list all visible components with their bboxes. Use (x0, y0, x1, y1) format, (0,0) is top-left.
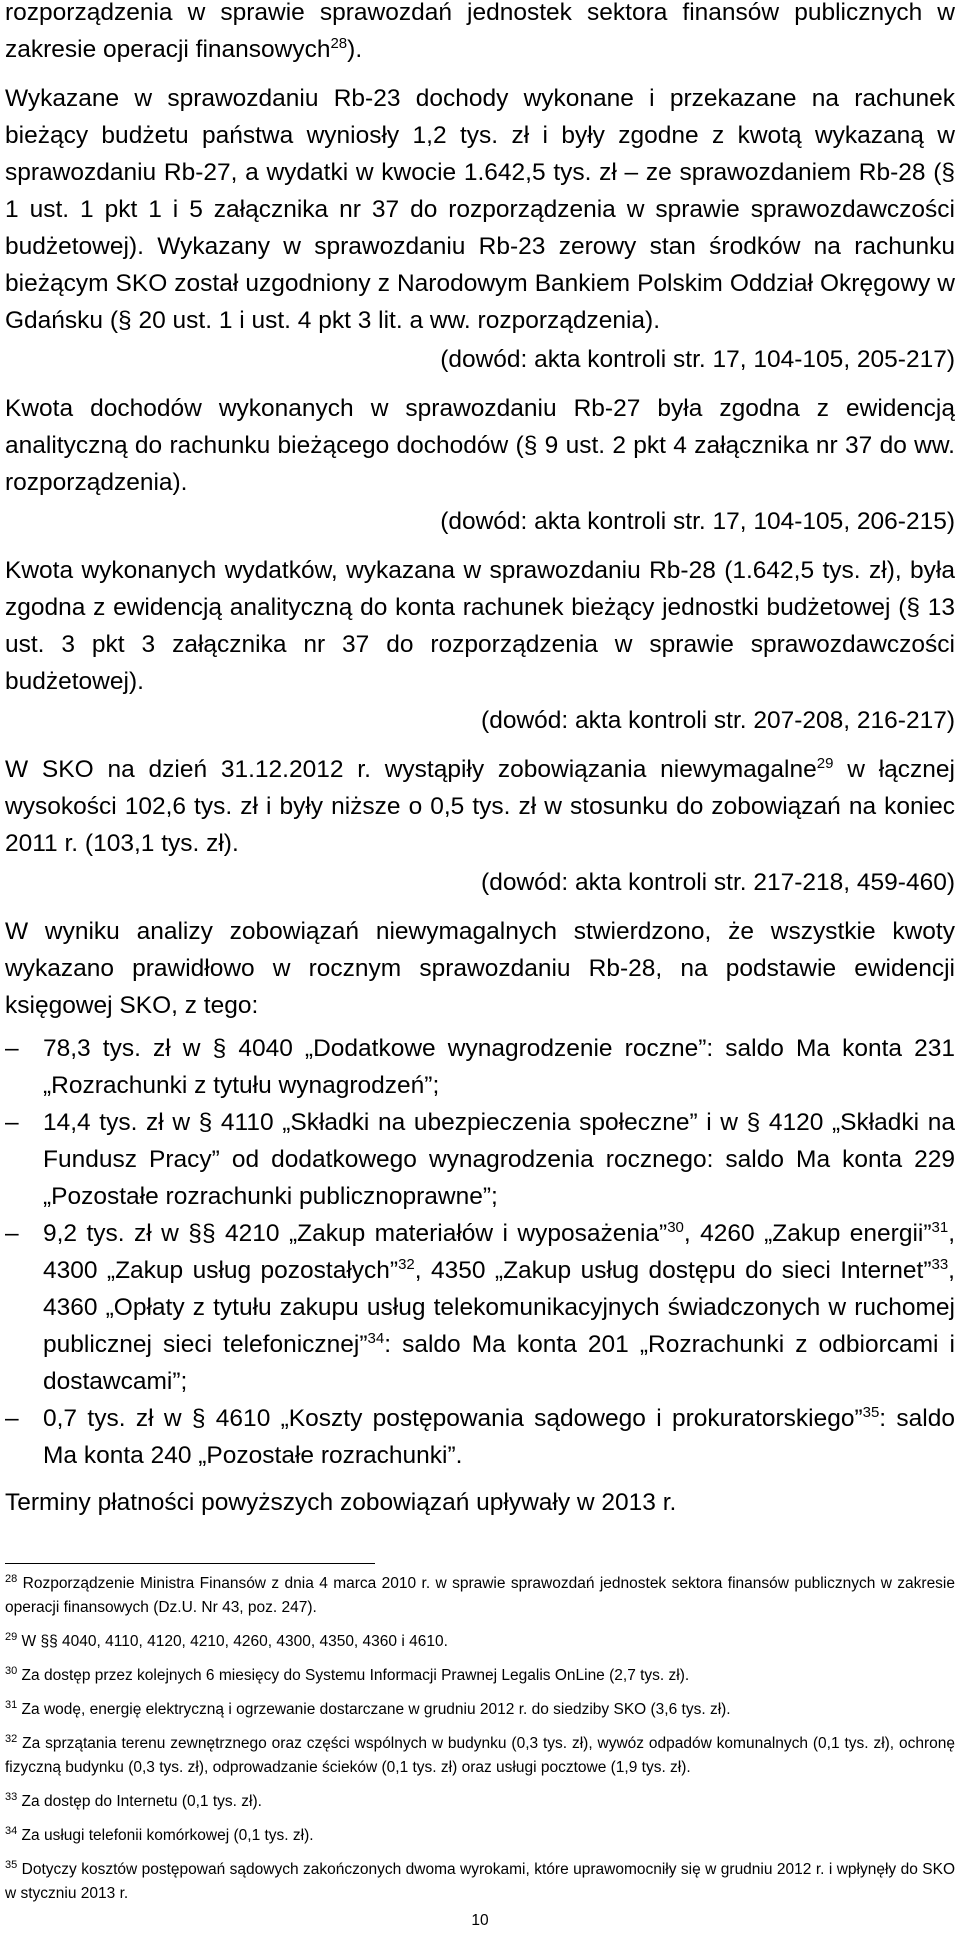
evidence-note-1: (dowód: akta kontroli str. 17, 104-105, 205-217) (440, 346, 955, 373)
footnote-ref-34[interactable]: 34 (367, 1329, 385, 1347)
list-item (5, 1400, 955, 1474)
page-number: 10 (471, 1912, 489, 1929)
footnote-number: 33 (5, 1790, 18, 1803)
intro-paragraph (5, 0, 955, 68)
paragraph-payment-terms: Terminy płatności powyższych zobowiązań upływały w 2013 r. (5, 1489, 677, 1516)
list-item-text: : saldo Ma konta 201 „Rozrachunki z odbiorcami i dostawcami”; (43, 1331, 955, 1395)
footnote-separator (5, 1563, 375, 1564)
footnote-number: 32 (5, 1732, 18, 1745)
footnote-text: Za dostęp do Internetu (0,1 tys. zł). (17, 1793, 262, 1810)
footnote-ref-29[interactable]: 29 (816, 754, 834, 772)
footnote-text: Za usługi telefonii komórkowej (0,1 tys. zł). (17, 1827, 314, 1844)
footnote-text: Za sprzątania terenu zewnętrznego oraz części wspólnych w budynku (0,3 tys. zł), wywóz odpadów komunalnych (0,1 tys. zł), ochronę fizyczną budynku (0,3 tys. zł), odprowadzanie ścieków (0,1 tys. zł) oraz usługi pocztowe (1,9 tys. zł). (5, 1735, 955, 1776)
list-item-text: 9,2 tys. zł w §§ 4210 „Zakup materiałów i wyposażenia” (43, 1220, 668, 1247)
footnote-number: 29 (5, 1630, 18, 1643)
footnote-32 (5, 1732, 955, 1780)
dash-bullet: – (5, 1109, 19, 1136)
list-item-text: , 4360 „Opłaty z tytułu zakupu usług telekomunikacyjnych świadczonych w ruchomej publicznej sieci telefonicznej” (43, 1257, 955, 1358)
footnote-number: 35 (5, 1858, 18, 1871)
paragraph-rb27: Kwota dochodów wykonanych w sprawozdaniu Rb-27 była zgodna z ewidencją analityczną do rachunku bieżącego dochodów (§ 9 ust. 2 pkt 4 załącznika nr 37 do ww. rozporządzenia). (5, 395, 955, 496)
dash-bullet: – (5, 1405, 19, 1432)
paragraph-analysis: W wyniku analizy zobowiązań niewymagalnych stwierdzono, że wszystkie kwoty wykazano prawidłowo w rocznym sprawozdaniu Rb-28, na podstawie ewidencji księgowej SKO, z tego: (5, 918, 955, 1019)
liabilities-text-a: W SKO na dzień 31.12.2012 r. wystąpiły zobowiązania niewymagalne (5, 756, 817, 783)
list-item (5, 1215, 955, 1400)
footnote-30 (5, 1664, 955, 1688)
paragraph-rb28: Kwota wykonanych wydatków, wykazana w sprawozdaniu Rb-28 (1.642,5 tys. zł), była zgodna z ewidencją analityczną do konta rachunek bieżący jednostki budżetowej (§ 13 ust. 3 pkt 3 załącznika nr 37 do rozporządzenia w sprawie sprawozdawczości budżetowej). (5, 557, 955, 695)
footnote-ref-30[interactable]: 30 (667, 1218, 684, 1236)
footnote-text: W §§ 4040, 4110, 4120, 4210, 4260, 4300, 4350, 4360 i 4610. (17, 1633, 448, 1650)
list-item-text: , 4350 „Zakup usług dostępu do sieci Internet” (414, 1257, 932, 1284)
footnote-text: Za dostęp przez kolejnych 6 miesięcy do Systemu Informacji Prawnej Legalis OnLine (2,7 tys. zł). (17, 1667, 690, 1684)
list-item (5, 1104, 955, 1215)
footnote-31 (5, 1698, 955, 1722)
footnote-number: 31 (5, 1698, 18, 1711)
footnote-ref-35[interactable]: 35 (862, 1403, 880, 1421)
footnote-ref-33[interactable]: 33 (931, 1255, 949, 1273)
intro-end: ). (347, 36, 363, 63)
footnote-text: Rozporządzenie Ministra Finansów z dnia 4 marca 2010 r. w sprawie sprawozdań jednostek sektora finansów publicznych w zakresie operacji finansowych (Dz.U. Nr 43, poz. 247). (5, 1575, 955, 1616)
paragraph-rb23: Wykazane w sprawozdaniu Rb-23 dochody wykonane i przekazane na rachunek bieżący budżetu państwa wyniosły 1,2 tys. zł i były zgodne z kwotą wykazaną w sprawozdaniu Rb-27, a wydatki w kwocie 1.642,5 tys. zł – ze sprawozdaniem Rb-28 (§ 1 ust. 1 pkt 1 i 5 załącznika nr 37 do rozporządzenia w sprawie sprawozdawczości budżetowej). Wykazany w sprawozdaniu Rb-23 zerowy stan środków na rachunku bieżącym SKO został uzgodniony z Narodowym Bankiem Polskim Oddział Okręgowy w Gdańsku (§ 20 ust. 1 i ust. 4 pkt 3 lit. a ww. rozporządzenia). (5, 85, 955, 334)
list-item-text: , 4260 „Zakup energii” (683, 1220, 932, 1247)
footnote-34 (5, 1824, 955, 1848)
paragraph-liabilities (5, 751, 955, 862)
footnote-35 (5, 1858, 955, 1906)
footnote-number: 34 (5, 1824, 18, 1837)
liabilities-list (5, 1030, 955, 1474)
list-item-text: : saldo Ma konta 240 „Pozostałe rozrachunki”. (43, 1405, 955, 1469)
list-item-text: 14,4 tys. zł w § 4110 „Składki na ubezpieczenia społeczne” i w § 4120 „Składki na Fundusz Pracy” od dodatkowego wynagrodzenia rocznego: saldo Ma konta 229 „Pozostałe rozrachunki publicznoprawne”; (43, 1109, 955, 1210)
liabilities-text-b: w łącznej wysokości 102,6 tys. zł i były niższe o 0,5 tys. zł w stosunku do zobowiązań na koniec 2011 r. (103,1 tys. zł). (5, 756, 956, 857)
list-item-text: , 4300 „Zakup usług pozostałych” (43, 1220, 955, 1284)
footnote-ref-28[interactable]: 28 (330, 34, 348, 52)
footnote-number: 30 (5, 1664, 18, 1677)
footnote-29 (5, 1630, 955, 1654)
evidence-note-2: (dowód: akta kontroli str. 17, 104-105, 206-215) (440, 508, 955, 535)
dash-bullet: – (5, 1035, 19, 1062)
dash-bullet: – (5, 1220, 19, 1247)
footnote-ref-32[interactable]: 32 (398, 1255, 415, 1273)
intro-text: rozporządzenia w sprawie sprawozdań jednostek sektora finansów publicznych w zakresie operacji finansowych (5, 0, 955, 63)
evidence-note-3: (dowód: akta kontroli str. 207-208, 216-217) (481, 707, 955, 734)
list-item-text: 0,7 tys. zł w § 4610 „Koszty postępowania sądowego i prokuratorskiego” (43, 1405, 863, 1432)
footnote-text: Dotyczy kosztów postępowań sądowych zakończonych dwoma wyrokami, które uprawomocniły się w grudniu 2012 r. i wpłynęły do SKO w styczniu 2013 r. (5, 1861, 955, 1902)
list-item-text: 78,3 tys. zł w § 4040 „Dodatkowe wynagrodzenie roczne”: saldo Ma konta 231 „Rozrachunki z tytułu wynagrodzeń”; (43, 1035, 955, 1099)
footnotes (5, 1572, 955, 1906)
list-item (5, 1030, 955, 1104)
footnote-ref-31[interactable]: 31 (931, 1218, 949, 1236)
footnote-text: Za wodę, energię elektryczną i ogrzewanie dostarczane w grudniu 2012 r. do siedziby SKO (3,6 tys. zł). (17, 1701, 731, 1718)
footnote-number: 28 (5, 1572, 18, 1585)
footnote-33 (5, 1790, 955, 1814)
footnote-28 (5, 1572, 955, 1620)
document-page (5, 0, 955, 1916)
evidence-note-4: (dowód: akta kontroli str. 217-218, 459-460) (481, 869, 955, 896)
